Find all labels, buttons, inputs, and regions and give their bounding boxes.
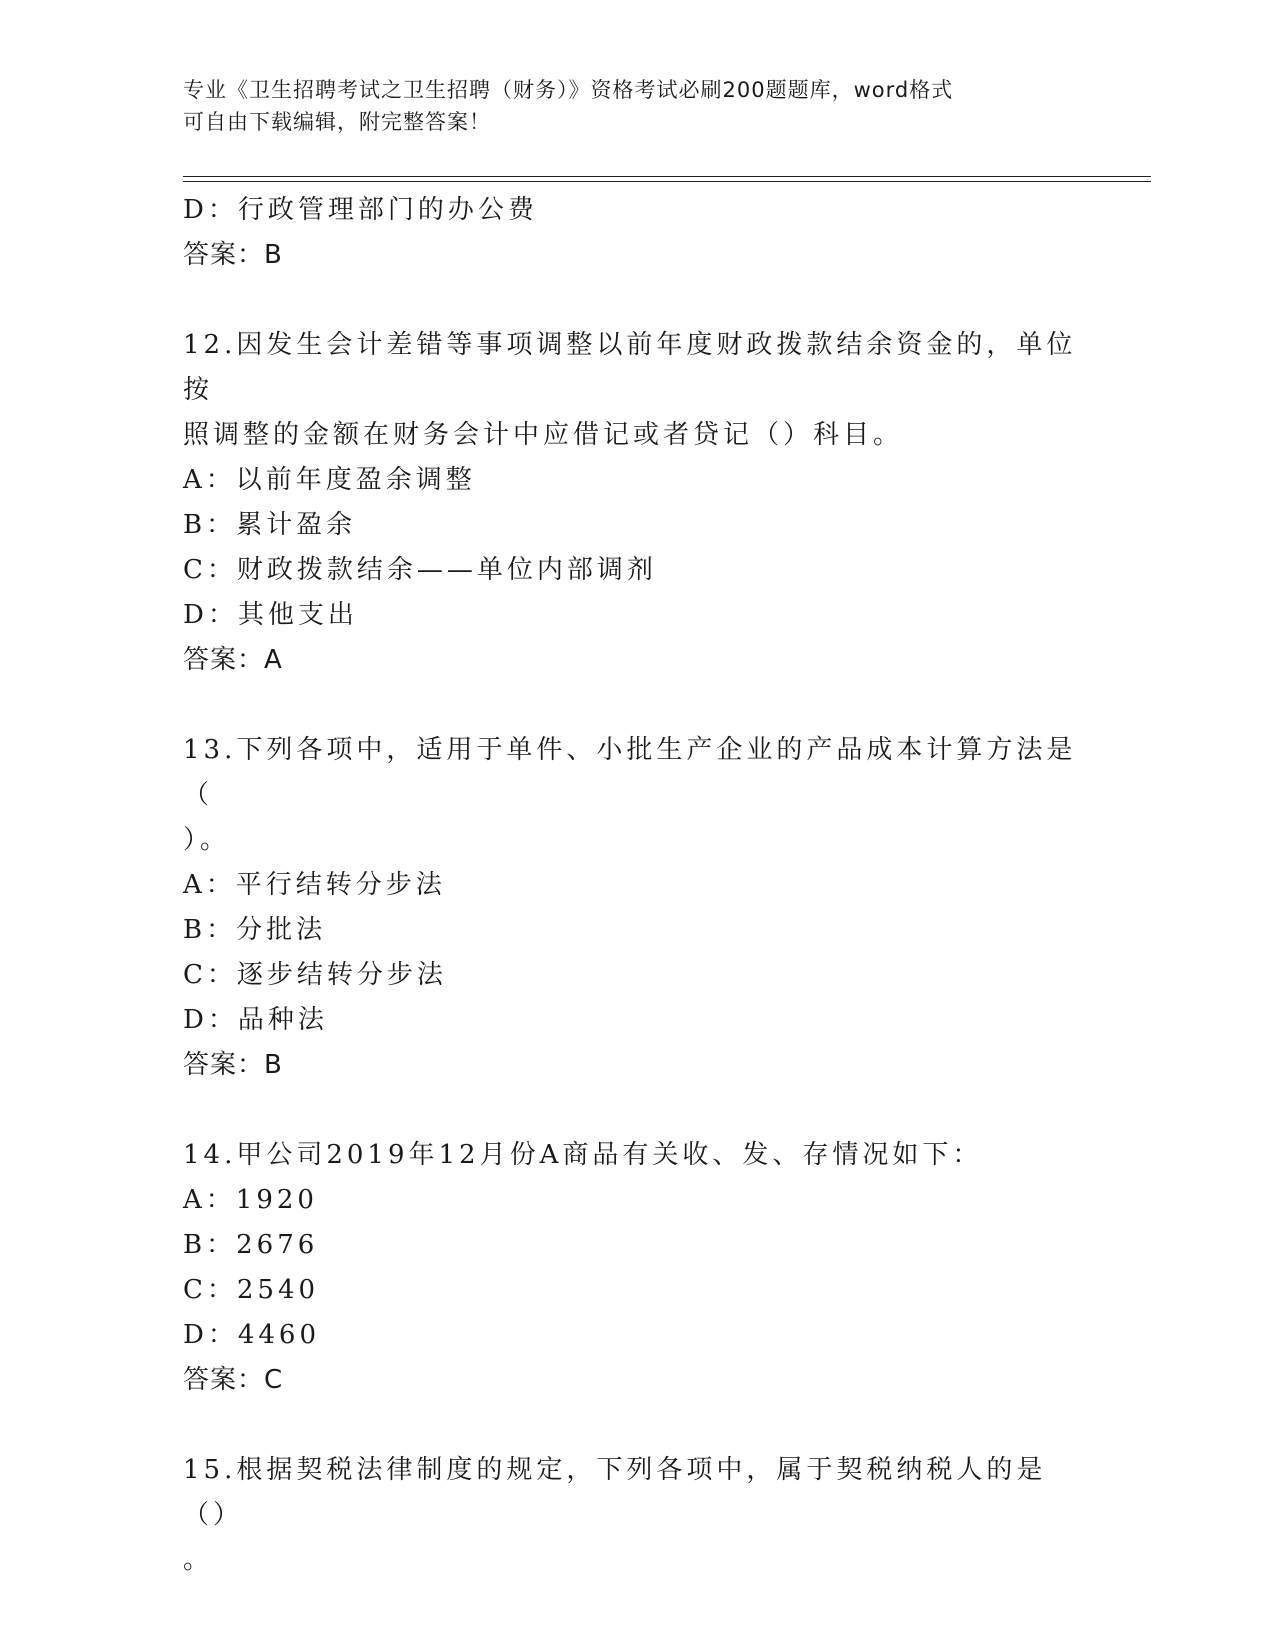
question-12-option-b: B：累计盈余 [183,510,357,540]
question-12-stem-line-2: 照调整的金额在财务会计中应借记或者贷记（）科目。 [183,420,904,450]
question-12-option-a: A：以前年度盈余调整 [183,465,476,495]
spacer [183,1403,1083,1448]
spacer [183,683,1083,728]
question-12-answer: 答案：A [183,645,283,675]
question-14-option-c: C：2540 [183,1275,320,1305]
question-12 [183,323,1083,683]
page-header [183,74,1063,138]
question-12-stem-line-1: 12.因发生会计差错等事项调整以前年度财政拨款结余资金的，单位按 [183,330,1077,405]
question-14-answer: 答案：C [183,1365,284,1395]
question-13-option-c: C：逐步结转分步法 [183,960,447,990]
question-14-stem-line-1: 14.甲公司2019年12月份A商品有关收、发、存情况如下： [183,1140,983,1170]
question-content [183,188,1083,1583]
question-15-stem-line-2: 。 [183,1545,214,1575]
question-13-option-a: A：平行结转分步法 [183,870,446,900]
question-15 [183,1448,1083,1583]
header-title-line-1: 专业《卫生招聘考试之卫生招聘（财务）》资格考试必刷200题题库，word格式 [183,78,954,102]
spacer [183,1088,1083,1133]
header-divider-bottom [183,181,1151,182]
question-13 [183,728,1083,1088]
question-12-option-c: C：财政拨款结余——单位内部调剂 [183,555,657,585]
question-14-option-d: D：4460 [183,1320,321,1350]
question-14 [183,1133,1083,1403]
prev-answer: 答案：B [183,240,283,270]
header-divider-top [183,176,1151,177]
prev-option-d: D：行政管理部门的办公费 [183,195,538,225]
question-15-stem-line-1: 15.根据契税法律制度的规定，下列各项中，属于契税纳税人的是（） [183,1455,1047,1530]
header-title-line-2: 可自由下载编辑，附完整答案！ [183,110,491,134]
question-13-stem-line-1: 13.下列各项中，适用于单件、小批生产企业的产品成本计算方法是（ [183,735,1077,810]
question-13-stem-line-2: ）。 [183,825,231,855]
question-13-answer: 答案：B [183,1050,283,1080]
question-14-option-a: A：1920 [183,1185,318,1215]
question-12-option-d: D：其他支出 [183,600,358,630]
spacer [183,278,1083,323]
question-13-option-b: B：分批法 [183,915,327,945]
question-13-option-d: D：品种法 [183,1005,328,1035]
question-14-option-b: B：2676 [183,1230,319,1260]
